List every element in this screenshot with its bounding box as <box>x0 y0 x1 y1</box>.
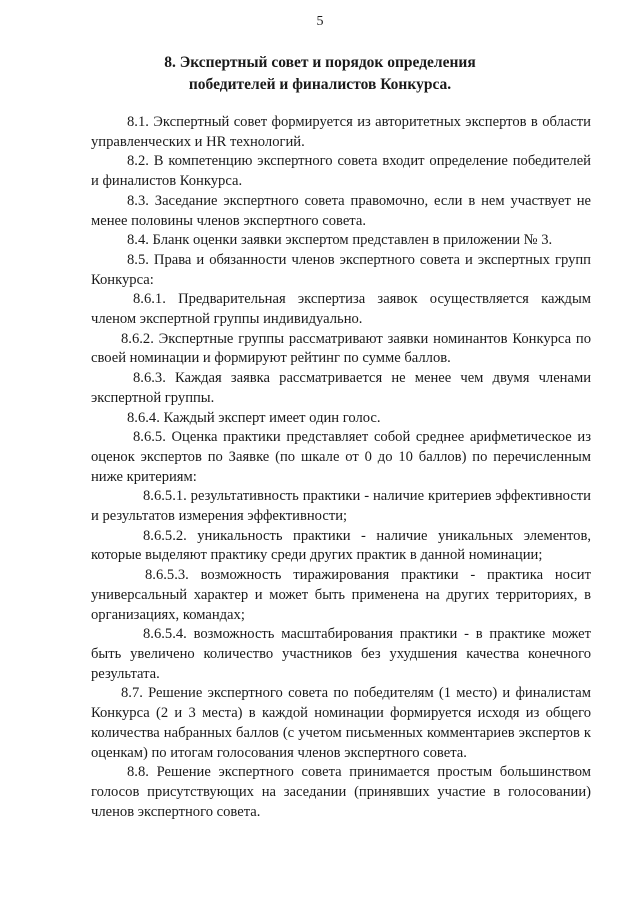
paragraph-8-2: 8.2. В компетенцию экспертного совета входит определение победителей и финалистов Конкурса. <box>91 153 591 190</box>
section-title <box>0 52 640 96</box>
paragraph-8-6-5-2: 8.6.5.2. уникальность практики - наличие уникальных элементов, которые выделяют практику среди других практик в данной номинации; <box>91 527 591 564</box>
paragraph-8-7: 8.7. Решение экспертного совета по победителям (1 место) и финалистам Конкурса (2 и 3 места) в каждой номинации формируется исходя из общего количества набранных баллов (с учетом письменных комментариев экспертов к оценкам) по итогам голосования членов экспертного совета. <box>91 685 591 761</box>
section-title-line-2: победителей и финалистов Конкурса. <box>188 76 452 93</box>
paragraph-8-4: 8.4. Бланк оценки заявки экспертом представлен в приложении № 3. <box>127 232 553 249</box>
paragraph-8-1: 8.1. Экспертный совет формируется из авторитетных экспертов в области управленческих и HR технологий. <box>91 114 591 150</box>
paragraph-8-6-5-3: 8.6.5.3. возможность тиражирования практики - практика носит универсальный характер и может быть применена на других территориях, в организациях, командах; <box>91 567 591 623</box>
page-number: 5 <box>316 14 324 29</box>
paragraph-8-6-4: 8.6.4. Каждый эксперт имеет один голос. <box>127 409 381 426</box>
paragraph-8-3: 8.3. Заседание экспертного совета правомочно, если в нем участвует не менее половины членов экспертного совета. <box>91 192 591 229</box>
paragraph-8-6-5-1: 8.6.5.1. результативность практики - наличие критериев эффективности и результатов измерения эффективности; <box>91 488 591 525</box>
paragraph-8-6-1: 8.6.1. Предварительная экспертиза заявок осуществляется каждым членом экспертной группы индивидуально. <box>91 291 591 328</box>
paragraph-8-6-5: 8.6.5. Оценка практики представляет собой среднее арифметическое из оценок экспертов по Заявке (по шкале от 0 до 10 баллов) по перечисленным ниже критериям: <box>91 429 591 485</box>
paragraph-8-8: 8.8. Решение экспертного совета принимается простым большинством голосов присутствующих на заседании (принявших участие в голосовании) членов экспертного совета. <box>91 764 591 820</box>
paragraph-8-5: 8.5. Права и обязанности членов экспертного совета и экспертных групп Конкурса: <box>91 251 591 288</box>
section-title-line-1: 8. Экспертный совет и порядок определения <box>164 54 476 71</box>
paragraph-8-6-3: 8.6.3. Каждая заявка рассматривается не менее чем двумя членами экспертной группы. <box>91 370 591 406</box>
paragraph-8-6-5-4: 8.6.5.4. возможность масштабирования практики - в практике может быть увеличено количество участников без ухудшения качества конечного результата. <box>91 626 591 682</box>
paragraph-8-6-2: 8.6.2. Экспертные группы рассматривают заявки номинантов Конкурса по своей номинации и формируют рейтинг по сумме баллов. <box>91 330 591 367</box>
document-body <box>91 113 591 822</box>
